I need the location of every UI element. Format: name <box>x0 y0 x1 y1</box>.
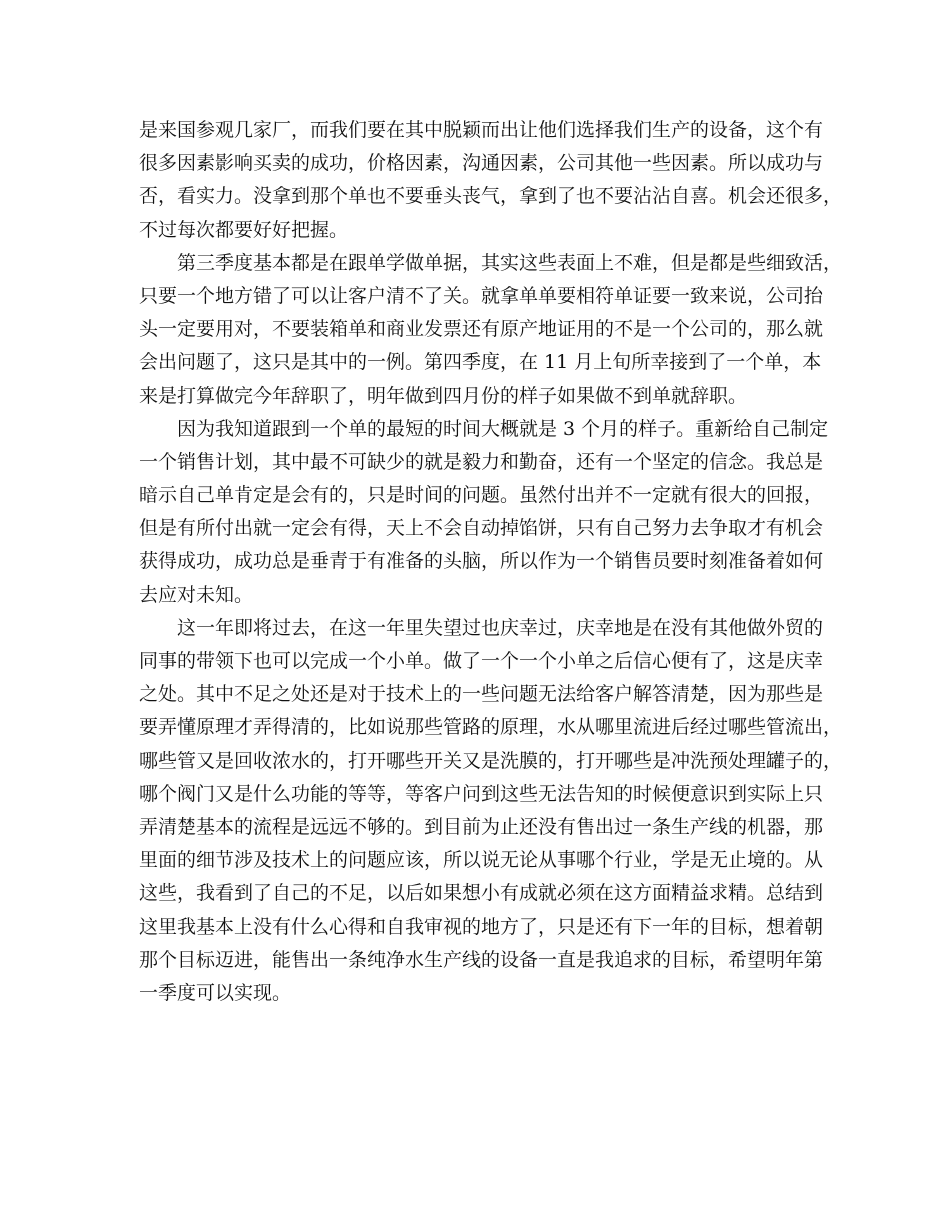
paragraph-line: 暗示自己单肯定是会有的，只是时间的问题。虽然付出并不一定就有很大的回报， <box>139 484 824 507</box>
paragraph-line: 去应对未知。 <box>139 583 254 606</box>
paragraph-line: 一季度可以实现。 <box>139 981 292 1004</box>
paragraph-3 <box>139 413 829 612</box>
paragraph-line: 只要一个地方错了可以让客户清不了关。就拿单单要相符单证要一致来说，公司抬 <box>139 284 824 307</box>
paragraph-line: 哪个阀门又是什么功能的等等，等客户问到这些无法告知的时候便意识到实际上只 <box>139 782 824 805</box>
paragraph-line: 里面的细节涉及技术上的问题应该，所以说无论从事哪个行业，学是无止境的。从 <box>139 849 824 872</box>
paragraph-line: 但是有所付出就一定会有得，天上不会自动掉馅饼，只有自己努力去争取才有机会 <box>139 517 824 540</box>
paragraph-line: 要弄懂原理才弄得清的，比如说那些管路的原理，水从哪里流进后经过哪些管流出， <box>139 716 843 739</box>
paragraph-line: 会出问题了，这只是其中的一例。第四季度，在 11 月上旬所幸接到了一个单，本 <box>139 351 822 374</box>
paragraph-line: 第三季度基本都是在跟单学做单据，其实这些表面上不难，但是都是些细致活， <box>177 251 843 274</box>
paragraph-line: 头一定要用对，不要装箱单和商业发票还有原产地证用的不是一个公司的，那么就 <box>139 318 824 341</box>
paragraph-2 <box>139 247 843 413</box>
paragraph-line: 是来国参观几家厂，而我们要在其中脱颖而出让他们选择我们生产的设备，这个有 <box>139 119 824 141</box>
paragraph-line: 那个目标迈进，能售出一条纯净水生产线的设备一直是我追求的目标，希望明年第 <box>139 948 824 971</box>
paragraph-line: 这里我基本上没有什么心得和自我审视的地方了，只是还有下一年的目标，想着朝 <box>139 915 824 938</box>
paragraph-1 <box>139 114 843 247</box>
paragraph-line: 因为我知道跟到一个单的最短的时间大概就是 3 个月的样子。重新给自己制定 <box>177 417 829 440</box>
paragraph-4 <box>139 612 843 1010</box>
paragraph-line: 不过每次都要好好把握。 <box>139 218 349 241</box>
paragraph-line: 来是打算做完今年辞职了，明年做到四月份的样子如果做不到单就辞职。 <box>139 384 748 407</box>
paragraph-line: 很多因素影响买卖的成功，价格因素，沟通因素，公司其他一些因素。所以成功与 <box>139 152 824 175</box>
paragraph-line: 这一年即将过去，在这一年里失望过也庆幸过，庆幸地是在没有其他做外贸的 <box>177 616 824 639</box>
paragraph-line: 之处。其中不足之处还是对于技术上的一些问题无法给客户解答清楚，因为那些是 <box>139 683 824 706</box>
paragraph-line: 否，看实力。没拿到那个单也不要垂头丧气，拿到了也不要沾沾自喜。机会还很多， <box>139 185 843 208</box>
paragraph-line: 这些，我看到了自己的不足，以后如果想小有成就必须在这方面精益求精。总结到 <box>139 882 824 905</box>
paragraph-line: 弄清楚基本的流程是远远不够的。到目前为止还没有售出过一条生产线的机器，那 <box>139 815 824 838</box>
paragraph-line: 获得成功，成功总是垂青于有准备的头脑，所以作为一个销售员要时刻准备着如何 <box>139 550 824 573</box>
paragraph-line: 一个销售计划，其中最不可缺少的就是毅力和勤奋，还有一个坚定的信念。我总是 <box>139 450 824 473</box>
paragraph-line: 同事的带领下也可以完成一个小单。做了一个一个小单之后信心便有了，这是庆幸 <box>139 650 824 672</box>
body-text <box>139 114 843 1010</box>
paragraph-line: 哪些管又是回收浓水的，打开哪些开关又是洗膜的，打开哪些是冲洗预处理罐子的， <box>139 749 843 772</box>
